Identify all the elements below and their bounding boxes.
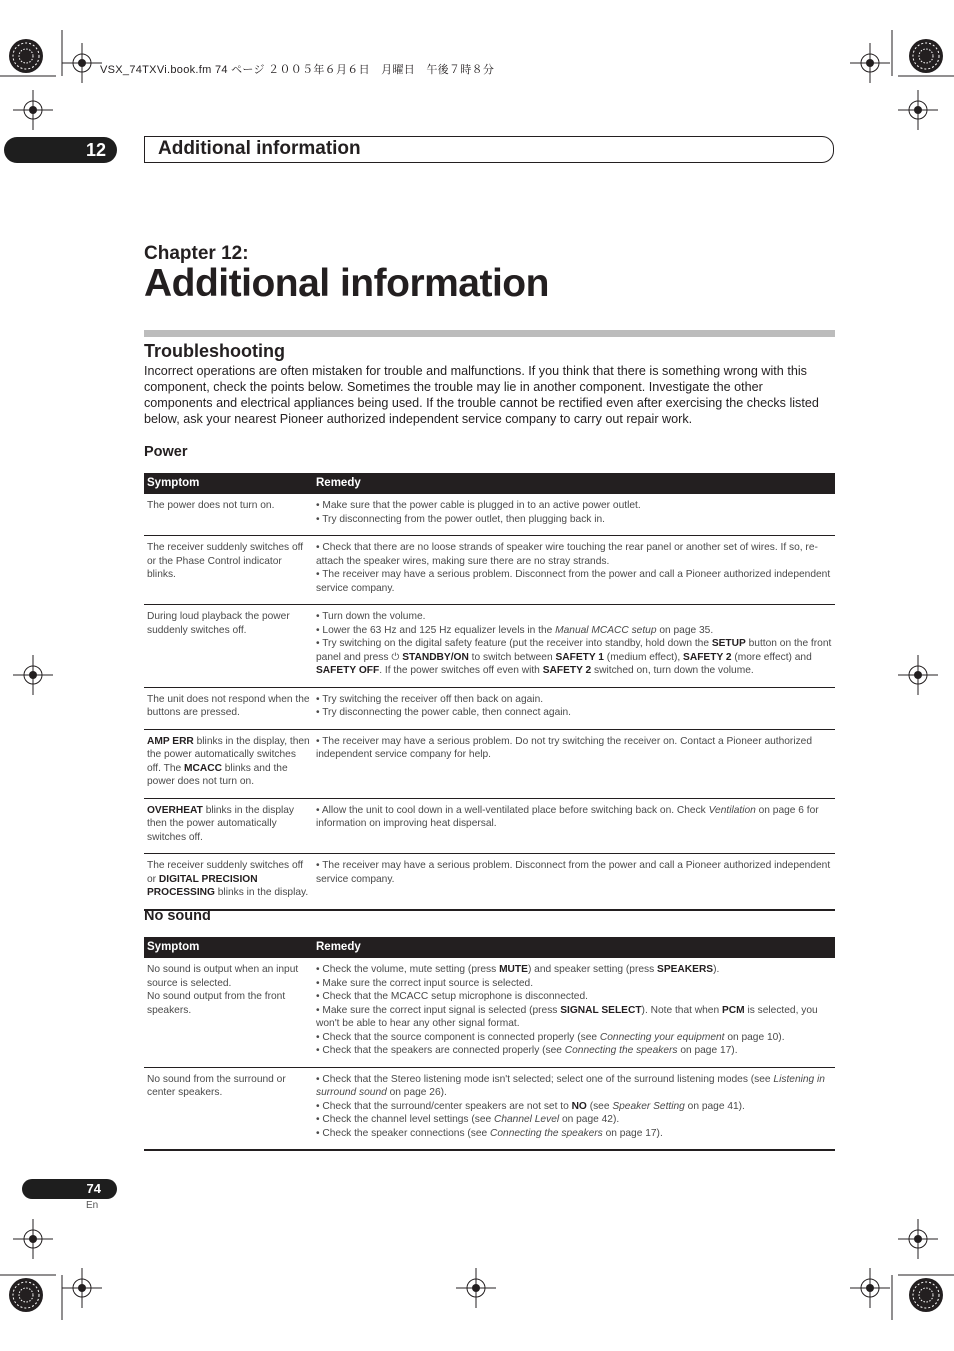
chapter-label: Chapter 12: [144,243,249,264]
text-run: • Make sure that the power cable is plugged in to an active power outlet. [316,500,641,511]
remedy-item [316,624,832,638]
reference-title: Connecting your equipment [599,1031,725,1043]
bold-term: SIGNAL SELECT [560,1004,642,1016]
remedy-item [316,1073,832,1100]
remedy-item [316,541,832,568]
table-header-row [144,473,835,494]
text-run: (more effect) and [731,651,812,663]
text-run: • Check the speaker connections (see [316,1127,491,1139]
table-row [144,729,835,798]
remedy-item [316,859,832,886]
text-run: No sound is output when an input source is selected. [147,964,299,989]
remedy-item [316,1004,832,1031]
remedy-item [316,637,832,678]
text-run: blinks in the display then the power automatically switches off. [147,804,295,843]
remedy-item [316,610,832,624]
table-row [144,687,835,729]
remedy-item [316,499,832,513]
text-run: • Check that the speakers are connected properly (see [316,1045,565,1056]
text-run: • Try switching the receiver off then back on again. [316,693,544,705]
page-number: 74 [22,1179,117,1199]
text-run: on page 26). [386,1087,447,1098]
chapter-number-badge: 12 [4,137,117,163]
symptom-cell [144,536,313,605]
reference-title: Connecting the speakers [490,1127,603,1139]
text-run: on page 42). [559,1114,620,1125]
text-run: (see [586,1100,613,1112]
symptom-cell [144,687,313,729]
text-run: The unit does not respond when the buttons are pressed. [147,693,310,718]
remedy-item [316,513,832,527]
symptom-cell [144,798,313,854]
text-run: • Check that the source component is connected properly (see [316,1031,600,1043]
remedy-item [316,693,832,707]
text-run: ) and speaker setting (press [527,964,658,975]
bold-term: AMP ERR [147,735,194,747]
remedy-item [316,568,832,595]
reference-title: Listening in surround sound [316,1073,825,1098]
remedy-item [316,1113,832,1127]
text-run: blinks and the power does not turn on. [147,762,288,787]
text-run: • Check that the surround/center speakers are not set to [316,1100,572,1112]
bold-term: SAFETY 2 [683,651,732,663]
reference-title: Speaker Setting [612,1100,685,1112]
remedy-header: Remedy [313,473,835,494]
remedy-item [316,1127,832,1141]
chapter-title: Additional information [144,262,549,305]
text-run: • Check the volume, mute setting (press [316,964,500,975]
symptom-cell [144,854,313,910]
text-run: is selected, you won't be able to hear any other signal format. [316,1004,818,1029]
remedy-item [316,706,832,720]
text-run: • The receiver may have a serious problem. Disconnect from the power and call a Pioneer authorized independent service company. [316,569,831,594]
table-row [144,798,835,854]
remedy-item [316,1100,832,1114]
remedy-cell [313,605,835,688]
bold-term: SAFETY OFF [316,665,380,676]
remedy-cell [313,1067,835,1150]
symptom-cell [144,958,313,1067]
remedy-cell [313,798,835,854]
symptom-header: Symptom [144,937,313,958]
text-run: • Lower the 63 Hz and 125 Hz equalizer levels in the [316,624,556,636]
text-run: • Check the channel level settings (see [316,1114,494,1125]
text-run: ). Note that when [641,1004,722,1016]
table-row [144,1067,835,1150]
text-run: • The receiver may have a serious problem. Disconnect from the power and call a Pioneer authorized independent service company. [316,860,831,885]
text-run: on page 35. [656,624,714,636]
bold-term: DIGITAL PRECISION PROCESSING [147,873,258,898]
bold-term: STANDBY/ON [402,651,469,663]
table-row [144,958,835,1067]
remedy-cell [313,729,835,798]
bold-term: SAFETY 1 [555,651,604,663]
text-run: to switch between [468,651,556,663]
text-run: blinks in the display. [214,887,309,898]
symptom-cell [144,729,313,798]
text-run: • Check that the Stereo listening mode isn't selected; select one of the surround listening modes (see [316,1073,774,1085]
bold-term: PCM [721,1004,745,1016]
text-run: • Allow the unit to cool down in a well-ventilated place before switching back on. Check [316,804,709,816]
reference-title: Channel Level [493,1114,560,1125]
text-run: No sound from the surround or center speakers. [147,1073,286,1098]
text-run: on page 17). [677,1045,738,1056]
text-run: on page 41). [684,1100,745,1112]
text-run: • The receiver may have a serious problem. Do not try switching the receiver on. Contact a Pioneer authorized independent service company for help. [316,735,813,760]
nosound-table [144,937,835,1151]
text-run: The receiver suddenly switches off or [147,860,304,885]
print-header: VSX_74TXVi.book.fm 74 ページ ２００５年６月６日 月曜日 午後７時８分 [100,64,495,76]
bold-term: SAFETY 2 [542,665,592,676]
bold-term: NO [571,1100,587,1112]
remedy-header: Remedy [313,937,835,958]
intro-paragraph: Incorrect operations are often mistaken for trouble and malfunctions. If you think that there is something wrong with this component, check the points below. Sometimes the trouble may lie in another component. Investigate the other components and electrical appliances being used. If the trouble cannot be rectified even after exercising the checks listed below, ask your nearest Pioneer authorized independent service company to carry out repair work. [144,364,819,426]
text-run: • Check that the MCACC setup microphone is disconnected. [316,991,588,1002]
remedy-item [316,804,832,831]
text-run: During loud playback the power suddenly switches off. [147,611,290,636]
reference-title: Ventilation [708,804,756,816]
text-run: button on the front panel and press ⏻ [316,638,832,663]
text-run: • Try disconnecting the power cable, then connect again. [316,707,572,718]
power-table [144,473,835,911]
text-run: on page 10). [724,1031,785,1043]
remedy-cell [313,494,835,536]
remedy-item [316,1044,832,1058]
remedy-item [316,735,832,762]
symptom-cell [144,605,313,688]
text-run: No sound output from the front speakers. [147,991,286,1016]
remedy-item [316,1031,832,1045]
text-run: blinks in the display, then the power automatically switches off. The [147,735,310,774]
table-row [144,605,835,688]
bold-term: SPEAKERS [657,964,714,975]
text-run: ). [713,964,720,975]
remedy-cell [313,536,835,605]
section-rule [144,330,835,337]
remedy-cell [313,687,835,729]
power-subtitle: Power [144,444,188,460]
text-run: on page 6 for information on improving heat dispersal. [316,804,819,829]
bold-term: SETUP [711,638,746,649]
section-title: Troubleshooting [144,341,285,361]
text-run: The receiver suddenly switches off or the Phase Control indicator blinks. [147,542,304,580]
text-run: • Check that there are no loose strands of speaker wire touching the rear panel or another set of wires. If so, re-attach the speaker wires, making sure there are no stray strands. [316,542,818,567]
remedy-cell [313,854,835,910]
reference-title: Connecting the speakers [564,1045,678,1056]
text-run: switched on, turn down the volume. [591,665,754,676]
nosound-subtitle: No sound [144,908,211,924]
bold-term: MCACC [184,762,222,774]
text-run: • Make sure the correct input source is selected. [316,977,534,989]
table-row [144,494,835,536]
table-row [144,536,835,605]
remedy-item [316,977,832,991]
table-header-row [144,937,835,958]
symptom-cell [144,494,313,536]
remedy-item [316,963,832,977]
reference-title: Manual MCACC setup [555,624,657,636]
text-run: • Make sure the correct input signal is selected (press [316,1004,561,1016]
text-run: . If the power switches off even with [379,665,543,676]
text-run: • Try disconnecting from the power outlet, then plugging back in. [316,513,605,525]
table-row [144,854,835,910]
bold-term: MUTE [499,964,528,975]
symptom-cell [144,1067,313,1150]
page-language: En [86,1200,99,1211]
remedy-cell [313,958,835,1067]
text-run: on page 17). [602,1127,663,1139]
symptom-header: Symptom [144,473,313,494]
text-run: • Try switching on the digital safety feature (put the receiver into standby, hold down the [316,638,712,649]
remedy-item [316,990,832,1004]
text-run: (medium effect), [603,651,684,663]
text-run: The power does not turn on. [147,500,275,511]
chapter-header-title: Additional information [158,138,361,159]
text-run: • Turn down the volume. [316,611,426,622]
bold-term: OVERHEAT [147,804,203,816]
